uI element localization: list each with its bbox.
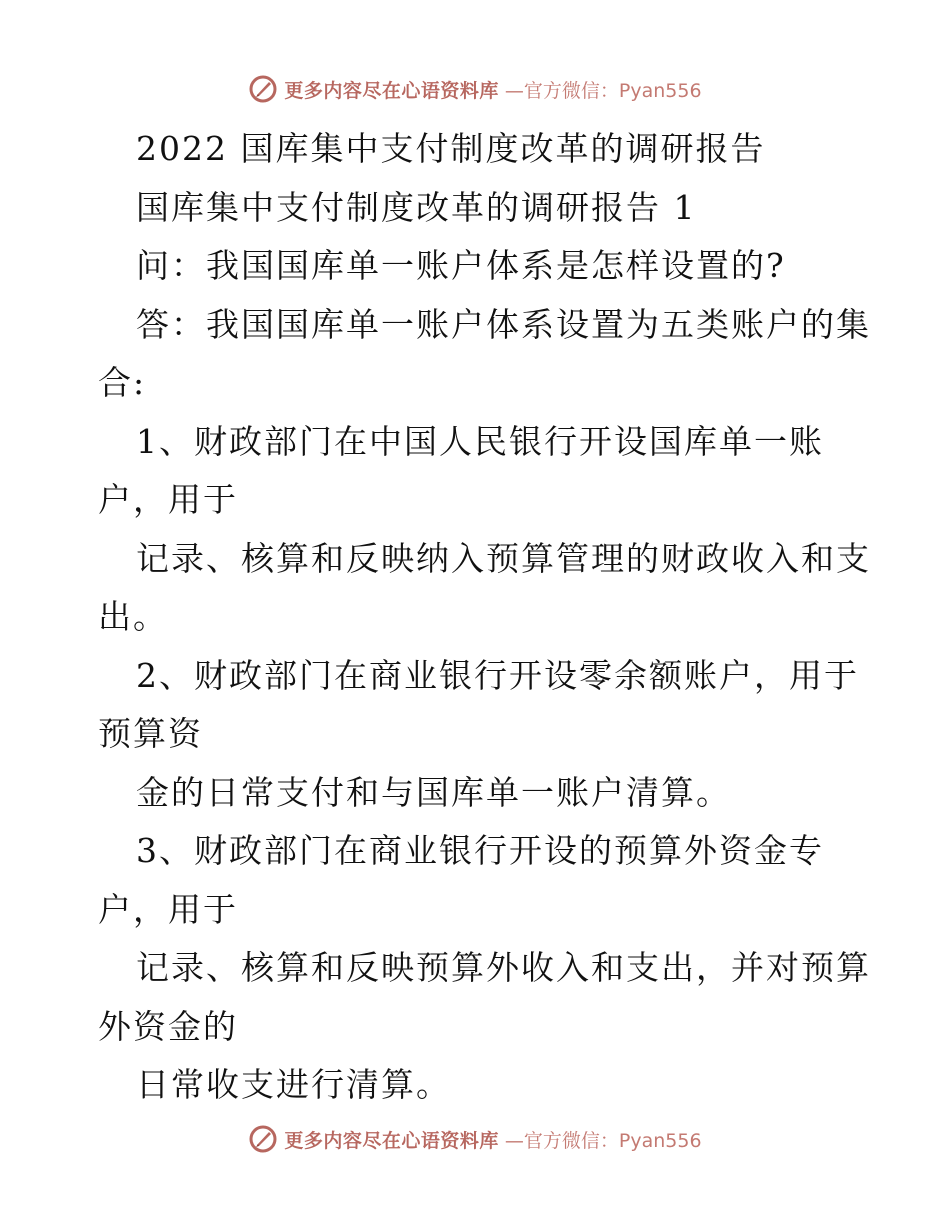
item-1-line-cont: 户，用于 (98, 480, 238, 519)
footer-watermark (0, 1122, 950, 1156)
item-2-line-cont: 预算资 (98, 714, 203, 753)
item-1-line: 1、财政部门在中国人民银行开设国库单一账 (136, 421, 824, 461)
item-1-detail: 记录、核算和反映纳入预算管理的财政收入和支 (136, 538, 871, 578)
item-3-line: 3、财政部门在商业银行开设的预算外资金专 (136, 831, 824, 870)
quill-circle-logo-icon (248, 74, 278, 104)
document-body (98, 120, 871, 1115)
watermark-text: 更多内容尽在心语资料库 (284, 1129, 499, 1152)
watermark-official: —官方微信：Pyan556 (504, 1129, 702, 1152)
answer-line-cont: 合: (98, 363, 147, 402)
item-3-detail-end: 日常收支进行清算。 (136, 1065, 451, 1104)
document-subtitle: 国库集中支付制度改革的调研报告 1 (136, 187, 697, 227)
item-3-line-cont: 户，用于 (98, 889, 238, 929)
quill-circle-logo-icon (248, 1124, 278, 1154)
watermark-official: —官方微信：Pyan556 (504, 79, 702, 102)
document-title: 2022 国库集中支付制度改革的调研报告 (136, 129, 766, 168)
item-3-detail: 记录、核算和反映预算外收入和支出，并对预算 (136, 948, 871, 987)
item-3-detail-cont: 外资金的 (98, 1006, 238, 1046)
answer-line: 答：我国国库单一账户体系设置为五类账户的集 (136, 304, 871, 344)
item-2-line: 2、财政部门在商业银行开设零余额账户，用于 (136, 655, 859, 695)
item-1-detail-cont: 出。 (98, 597, 168, 636)
item-2-detail: 金的日常支付和与国库单一账户清算。 (136, 772, 731, 812)
watermark-text: 更多内容尽在心语资料库 (284, 79, 499, 102)
header-watermark (0, 72, 950, 106)
question-line: 问：我国国库单一账户体系是怎样设置的? (136, 246, 786, 285)
